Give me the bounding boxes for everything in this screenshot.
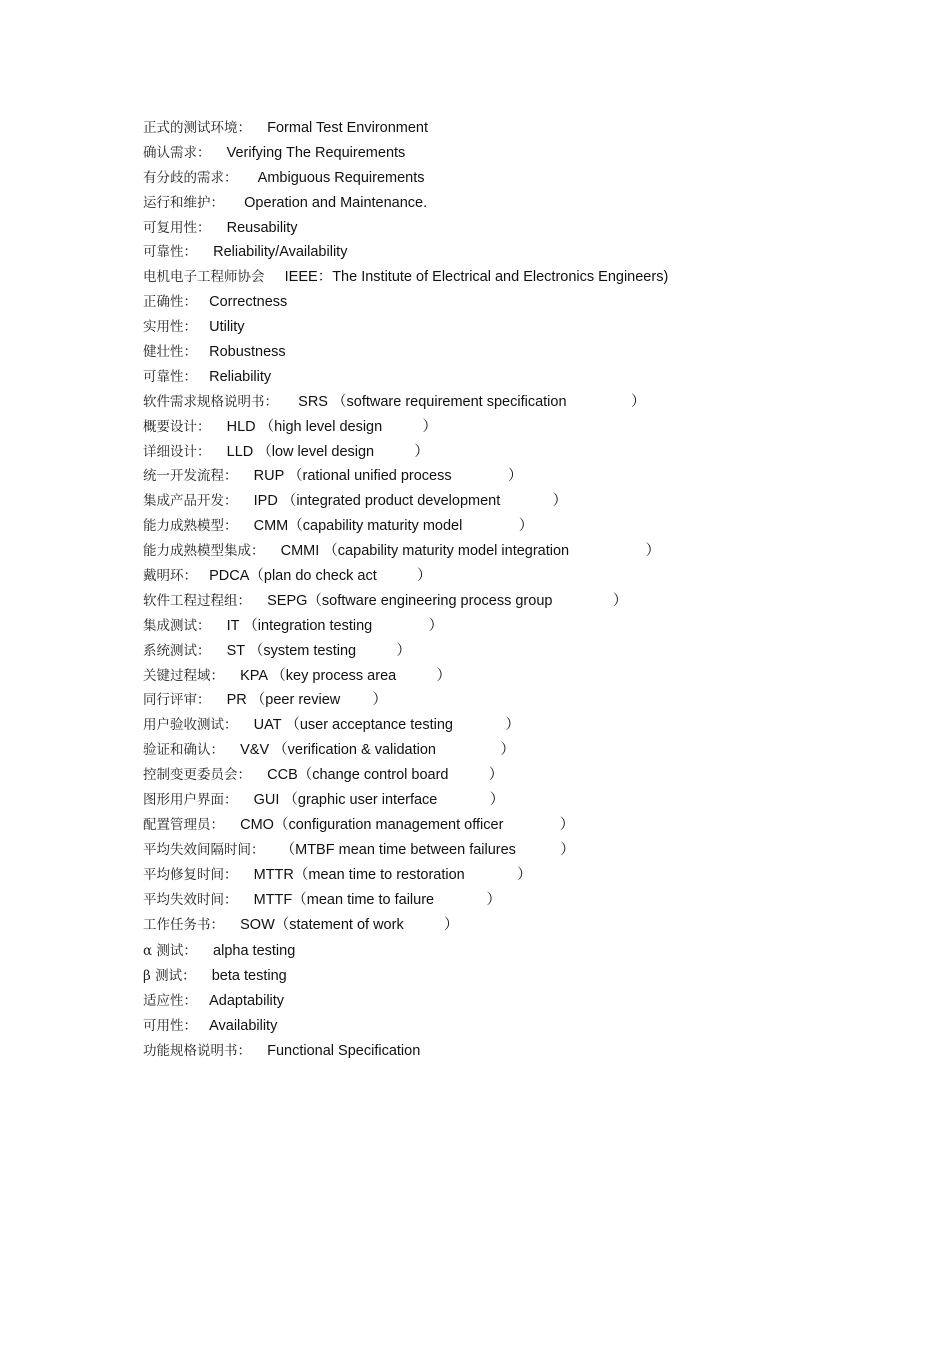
term-separator <box>265 543 281 559</box>
term-english: MTTR（mean time to restoration ） <box>253 866 532 883</box>
term-english: Formal Test Environment <box>267 120 429 136</box>
glossary-entry <box>143 639 903 664</box>
term-english: Correctness <box>209 294 288 311</box>
glossary-entry <box>143 989 903 1014</box>
glossary-entry <box>143 863 903 888</box>
term-chinese: 平均失效时间： <box>143 891 238 908</box>
term-separator <box>197 993 209 1009</box>
term-separator <box>238 717 254 733</box>
glossary-entry <box>143 713 903 738</box>
glossary-entry <box>143 589 903 614</box>
term-chinese: 软件需求规格说明书： <box>143 393 278 410</box>
term-english: Adaptability <box>209 993 285 1010</box>
glossary-entry <box>143 514 903 539</box>
term-english: HLD （high level design ） <box>226 418 437 435</box>
glossary-entry <box>143 415 903 440</box>
glossary-entry <box>143 340 903 365</box>
term-chinese: 实用性： <box>143 319 197 336</box>
term-chinese: 电机电子工程师协会 <box>143 269 265 286</box>
term-separator <box>197 568 209 584</box>
term-chinese: 可复用性： <box>143 219 211 236</box>
term-chinese: 关键过程域： <box>143 667 224 684</box>
glossary-entry <box>143 290 903 315</box>
glossary-entry <box>143 141 903 166</box>
term-english: LLD （low level design ） <box>226 443 429 460</box>
term-separator <box>238 892 254 908</box>
term-chinese: 可用性： <box>143 1018 197 1035</box>
term-english: Reusability <box>226 219 298 236</box>
term-chinese: 健壮性： <box>143 344 197 361</box>
term-english: Utility <box>209 319 245 336</box>
term-chinese: 能力成熟模型集成： <box>143 543 265 560</box>
term-chinese: 软件工程过程组： <box>143 592 251 609</box>
glossary-entry <box>143 365 903 390</box>
term-english: UAT （user acceptance testing ） <box>253 717 520 734</box>
term-english: Reliability <box>209 368 272 385</box>
term-chinese: 集成测试： <box>143 617 211 634</box>
term-chinese: 集成产品开发： <box>143 493 238 510</box>
glossary-entry <box>143 939 903 964</box>
term-separator <box>238 518 254 534</box>
glossary-entry <box>143 240 903 265</box>
term-separator <box>265 269 285 285</box>
glossary-entry <box>143 564 903 589</box>
glossary-entry <box>143 440 903 465</box>
term-separator <box>197 1018 209 1034</box>
term-english: CMO（configuration management officer ） <box>240 816 575 833</box>
term-separator <box>251 593 267 609</box>
glossary-entry <box>143 216 903 241</box>
term-english: Ambiguous Requirements <box>257 169 425 186</box>
term-chinese: 戴明环： <box>143 568 197 585</box>
term-chinese: 配置管理员： <box>143 816 224 833</box>
glossary-entry <box>143 664 903 689</box>
term-separator <box>238 493 254 509</box>
term-english: Operation and Maintenance. <box>244 194 428 211</box>
term-english: Verifying The Requirements <box>226 144 406 161</box>
term-english: Availability <box>209 1018 278 1035</box>
term-separator <box>278 394 298 410</box>
term-english: CCB（change control board ） <box>267 767 504 784</box>
term-english: CMM（capability maturity model ） <box>253 518 534 535</box>
term-chinese: 正确性： <box>143 294 197 311</box>
term-english: ST （system testing ） <box>226 642 411 659</box>
term-separator <box>238 792 254 808</box>
term-english: RUP （rational unified process ） <box>253 468 523 485</box>
term-separator <box>197 943 213 959</box>
glossary-entry <box>143 116 903 141</box>
term-separator <box>224 817 240 833</box>
term-english: MTTF（mean time to failure ） <box>253 891 501 908</box>
term-separator <box>238 468 254 484</box>
term-chinese: 功能规格说明书： <box>143 1042 251 1059</box>
term-separator <box>197 244 213 260</box>
term-english: Reliability/Availability <box>213 244 348 261</box>
glossary-entry <box>143 738 903 763</box>
term-english: alpha testing <box>213 943 296 960</box>
glossary-document <box>143 116 903 1064</box>
glossary-entry <box>143 1039 903 1064</box>
term-chinese: 工作任务书： <box>143 916 224 933</box>
term-english: Functional Specification <box>267 1042 421 1059</box>
glossary-entry <box>143 688 903 713</box>
glossary-entry <box>143 913 903 938</box>
term-english: IT （integration testing ） <box>226 617 444 634</box>
term-chinese: 运行和维护： <box>143 194 224 211</box>
term-chinese: 详细设计： <box>143 443 211 460</box>
term-separator <box>211 444 227 460</box>
term-english: PDCA（plan do check act ） <box>209 568 432 585</box>
term-separator <box>224 195 244 211</box>
term-separator <box>251 767 267 783</box>
term-separator <box>211 618 227 634</box>
glossary-entry <box>143 166 903 191</box>
term-chinese: 概要设计： <box>143 418 211 435</box>
term-separator <box>238 170 258 186</box>
term-separator <box>265 842 281 858</box>
glossary-list <box>143 116 903 1064</box>
glossary-entry <box>143 390 903 415</box>
term-chinese: 平均失效间隔时间： <box>143 841 265 858</box>
term-chinese: β 测试： <box>143 968 196 985</box>
glossary-entry <box>143 888 903 913</box>
term-chinese: 正式的测试环境： <box>143 120 251 136</box>
term-separator <box>211 145 227 161</box>
term-separator <box>224 742 240 758</box>
term-english: （MTBF mean time between failures ） <box>280 841 575 858</box>
term-english: SEPG（software engineering process group ） <box>267 592 628 609</box>
term-separator <box>197 294 209 310</box>
term-chinese: 统一开发流程： <box>143 468 238 485</box>
term-chinese: 有分歧的需求： <box>143 169 238 186</box>
term-english: SOW（statement of work ） <box>240 916 459 933</box>
glossary-entry <box>143 265 903 290</box>
term-separator <box>251 1043 267 1059</box>
term-chinese: 可靠性： <box>143 368 197 385</box>
term-english: beta testing <box>211 968 287 985</box>
glossary-entry <box>143 315 903 340</box>
term-separator <box>211 692 227 708</box>
term-chinese: 平均修复时间： <box>143 866 238 883</box>
term-separator <box>197 319 209 335</box>
term-chinese: α 测试： <box>143 943 197 960</box>
term-chinese: 用户验收测试： <box>143 717 238 734</box>
glossary-entry <box>143 489 903 514</box>
glossary-entry <box>143 838 903 863</box>
glossary-entry <box>143 191 903 216</box>
term-separator <box>224 668 240 684</box>
term-chinese: 同行评审： <box>143 692 211 709</box>
glossary-entry <box>143 964 903 989</box>
term-chinese: 可靠性： <box>143 244 197 261</box>
term-chinese: 验证和确认： <box>143 742 224 759</box>
term-separator <box>197 344 209 360</box>
term-english: IEEE：The Institute of Electrical and Electronics Engineers) <box>284 269 669 286</box>
term-separator <box>211 419 227 435</box>
term-english: Robustness <box>209 344 286 361</box>
term-chinese: 图形用户界面： <box>143 792 238 809</box>
glossary-entry <box>143 1014 903 1039</box>
term-chinese: 适应性： <box>143 993 197 1010</box>
term-separator <box>224 917 240 933</box>
term-english: IPD （integrated product development ） <box>253 493 568 510</box>
term-chinese: 确认需求： <box>143 144 211 161</box>
term-chinese: 控制变更委员会： <box>143 767 251 784</box>
glossary-entry <box>143 813 903 838</box>
term-english: KPA （key process area ） <box>240 667 451 684</box>
term-english: GUI （graphic user interface ） <box>253 792 505 809</box>
term-chinese: 系统测试： <box>143 642 211 659</box>
term-english: V&V （verification & validation ） <box>240 742 515 759</box>
glossary-entry <box>143 763 903 788</box>
term-english: PR （peer review ） <box>226 692 387 709</box>
term-separator <box>211 643 227 659</box>
term-separator <box>196 968 212 984</box>
glossary-entry <box>143 614 903 639</box>
term-separator <box>197 369 209 385</box>
glossary-entry <box>143 464 903 489</box>
glossary-entry <box>143 788 903 813</box>
term-separator <box>211 220 227 236</box>
term-chinese: 能力成熟模型： <box>143 518 238 535</box>
term-separator <box>238 867 254 883</box>
term-english: SRS （software requirement specification ） <box>298 393 646 410</box>
term-separator <box>251 120 267 136</box>
glossary-entry <box>143 539 903 564</box>
term-english: CMMI （capability maturity model integration ） <box>280 543 661 560</box>
